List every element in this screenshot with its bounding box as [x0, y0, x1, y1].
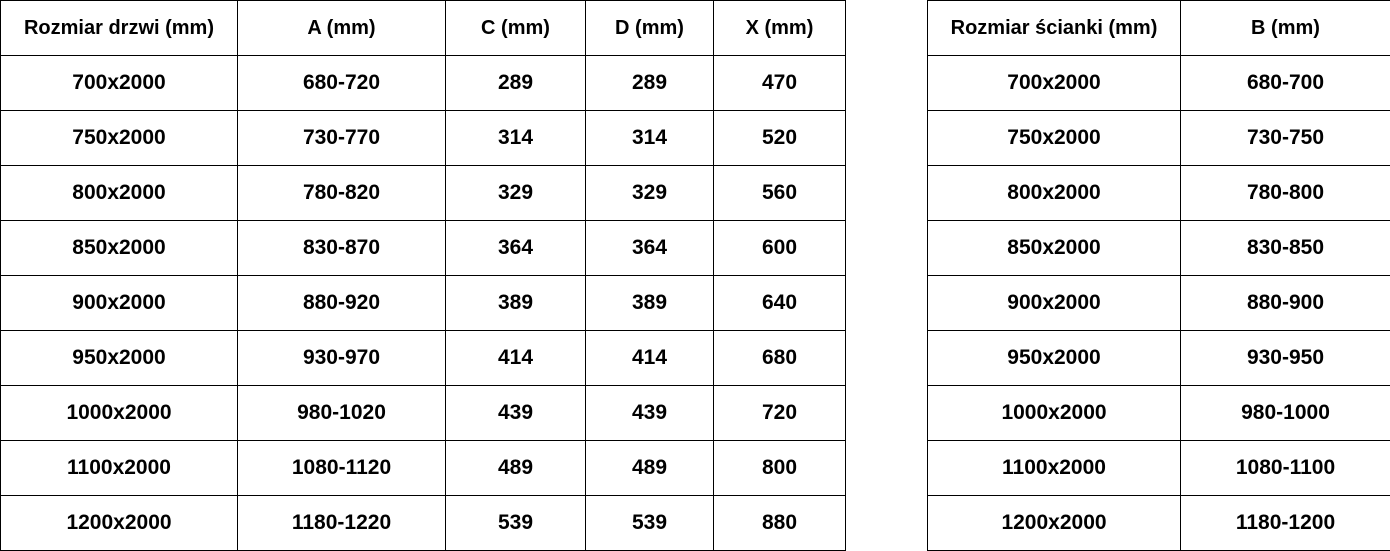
cell-a: 1080-1120	[238, 441, 446, 496]
cell-a: 680-720	[238, 56, 446, 111]
table-row	[928, 331, 1390, 386]
cell-a: 780-820	[238, 166, 446, 221]
cell-door-size: 1200x2000	[1, 496, 238, 551]
cell-b: 930-950	[1181, 331, 1390, 386]
cell-wall-size: 900x2000	[928, 276, 1181, 331]
column-header-wall-size: Rozmiar ścianki (mm)	[928, 1, 1181, 56]
cell-wall-size: 750x2000	[928, 111, 1181, 166]
table-row	[928, 221, 1390, 276]
cell-a: 930-970	[238, 331, 446, 386]
table-row	[928, 111, 1390, 166]
table-row	[1, 166, 846, 221]
cell-x: 800	[714, 441, 846, 496]
cell-wall-size: 850x2000	[928, 221, 1181, 276]
cell-c: 439	[446, 386, 586, 441]
cell-d: 314	[586, 111, 714, 166]
cell-a: 980-1020	[238, 386, 446, 441]
cell-d: 364	[586, 221, 714, 276]
table-row	[928, 496, 1390, 551]
table-row	[1, 441, 846, 496]
cell-d: 439	[586, 386, 714, 441]
cell-d: 539	[586, 496, 714, 551]
table-row	[1, 276, 846, 331]
cell-c: 314	[446, 111, 586, 166]
cell-b: 1080-1100	[1181, 441, 1390, 496]
cell-c: 364	[446, 221, 586, 276]
cell-door-size: 1000x2000	[1, 386, 238, 441]
cell-b: 780-800	[1181, 166, 1390, 221]
table-row	[928, 166, 1390, 221]
cell-d: 289	[586, 56, 714, 111]
cell-door-size: 850x2000	[1, 221, 238, 276]
cell-x: 880	[714, 496, 846, 551]
cell-c: 329	[446, 166, 586, 221]
wall-dimension-table-wrapper	[927, 0, 1390, 551]
table-row	[1, 111, 846, 166]
cell-d: 329	[586, 166, 714, 221]
wall-table-head	[928, 1, 1390, 56]
cell-x: 520	[714, 111, 846, 166]
cell-wall-size: 1100x2000	[928, 441, 1181, 496]
doors-table-body	[1, 56, 846, 551]
table-row	[928, 386, 1390, 441]
cell-door-size: 700x2000	[1, 56, 238, 111]
cell-door-size: 1100x2000	[1, 441, 238, 496]
cell-a: 830-870	[238, 221, 446, 276]
table-row	[1, 386, 846, 441]
doors-table-head	[1, 1, 846, 56]
cell-wall-size: 1200x2000	[928, 496, 1181, 551]
table-row	[928, 441, 1390, 496]
table-row	[1, 56, 846, 111]
cell-x: 600	[714, 221, 846, 276]
wall-dimension-table	[927, 0, 1390, 551]
column-header-c: C (mm)	[446, 1, 586, 56]
cell-x: 560	[714, 166, 846, 221]
cell-c: 414	[446, 331, 586, 386]
cell-b: 830-850	[1181, 221, 1390, 276]
cell-wall-size: 1000x2000	[928, 386, 1181, 441]
column-header-b: B (mm)	[1181, 1, 1390, 56]
table-row	[1, 496, 846, 551]
column-header-d: D (mm)	[586, 1, 714, 56]
cell-door-size: 750x2000	[1, 111, 238, 166]
cell-c: 539	[446, 496, 586, 551]
cell-d: 414	[586, 331, 714, 386]
cell-a: 880-920	[238, 276, 446, 331]
table-row	[928, 56, 1390, 111]
table-row	[1, 331, 846, 386]
cell-wall-size: 800x2000	[928, 166, 1181, 221]
cell-a: 730-770	[238, 111, 446, 166]
table-row	[928, 276, 1390, 331]
cell-x: 720	[714, 386, 846, 441]
table-header-row	[1, 1, 846, 56]
cell-x: 640	[714, 276, 846, 331]
cell-wall-size: 950x2000	[928, 331, 1181, 386]
cell-d: 489	[586, 441, 714, 496]
cell-wall-size: 700x2000	[928, 56, 1181, 111]
wall-table-body	[928, 56, 1390, 551]
cell-b: 1180-1200	[1181, 496, 1390, 551]
cell-x: 680	[714, 331, 846, 386]
cell-b: 680-700	[1181, 56, 1390, 111]
cell-door-size: 950x2000	[1, 331, 238, 386]
cell-d: 389	[586, 276, 714, 331]
cell-a: 1180-1220	[238, 496, 446, 551]
cell-c: 389	[446, 276, 586, 331]
cell-b: 980-1000	[1181, 386, 1390, 441]
cell-door-size: 800x2000	[1, 166, 238, 221]
cell-x: 470	[714, 56, 846, 111]
cell-door-size: 900x2000	[1, 276, 238, 331]
cell-b: 730-750	[1181, 111, 1390, 166]
column-header-door-size: Rozmiar drzwi (mm)	[1, 1, 238, 56]
cell-c: 289	[446, 56, 586, 111]
column-header-x: X (mm)	[714, 1, 846, 56]
cell-c: 489	[446, 441, 586, 496]
cell-b: 880-900	[1181, 276, 1390, 331]
column-header-a: A (mm)	[238, 1, 446, 56]
table-row	[1, 221, 846, 276]
table-header-row	[928, 1, 1390, 56]
